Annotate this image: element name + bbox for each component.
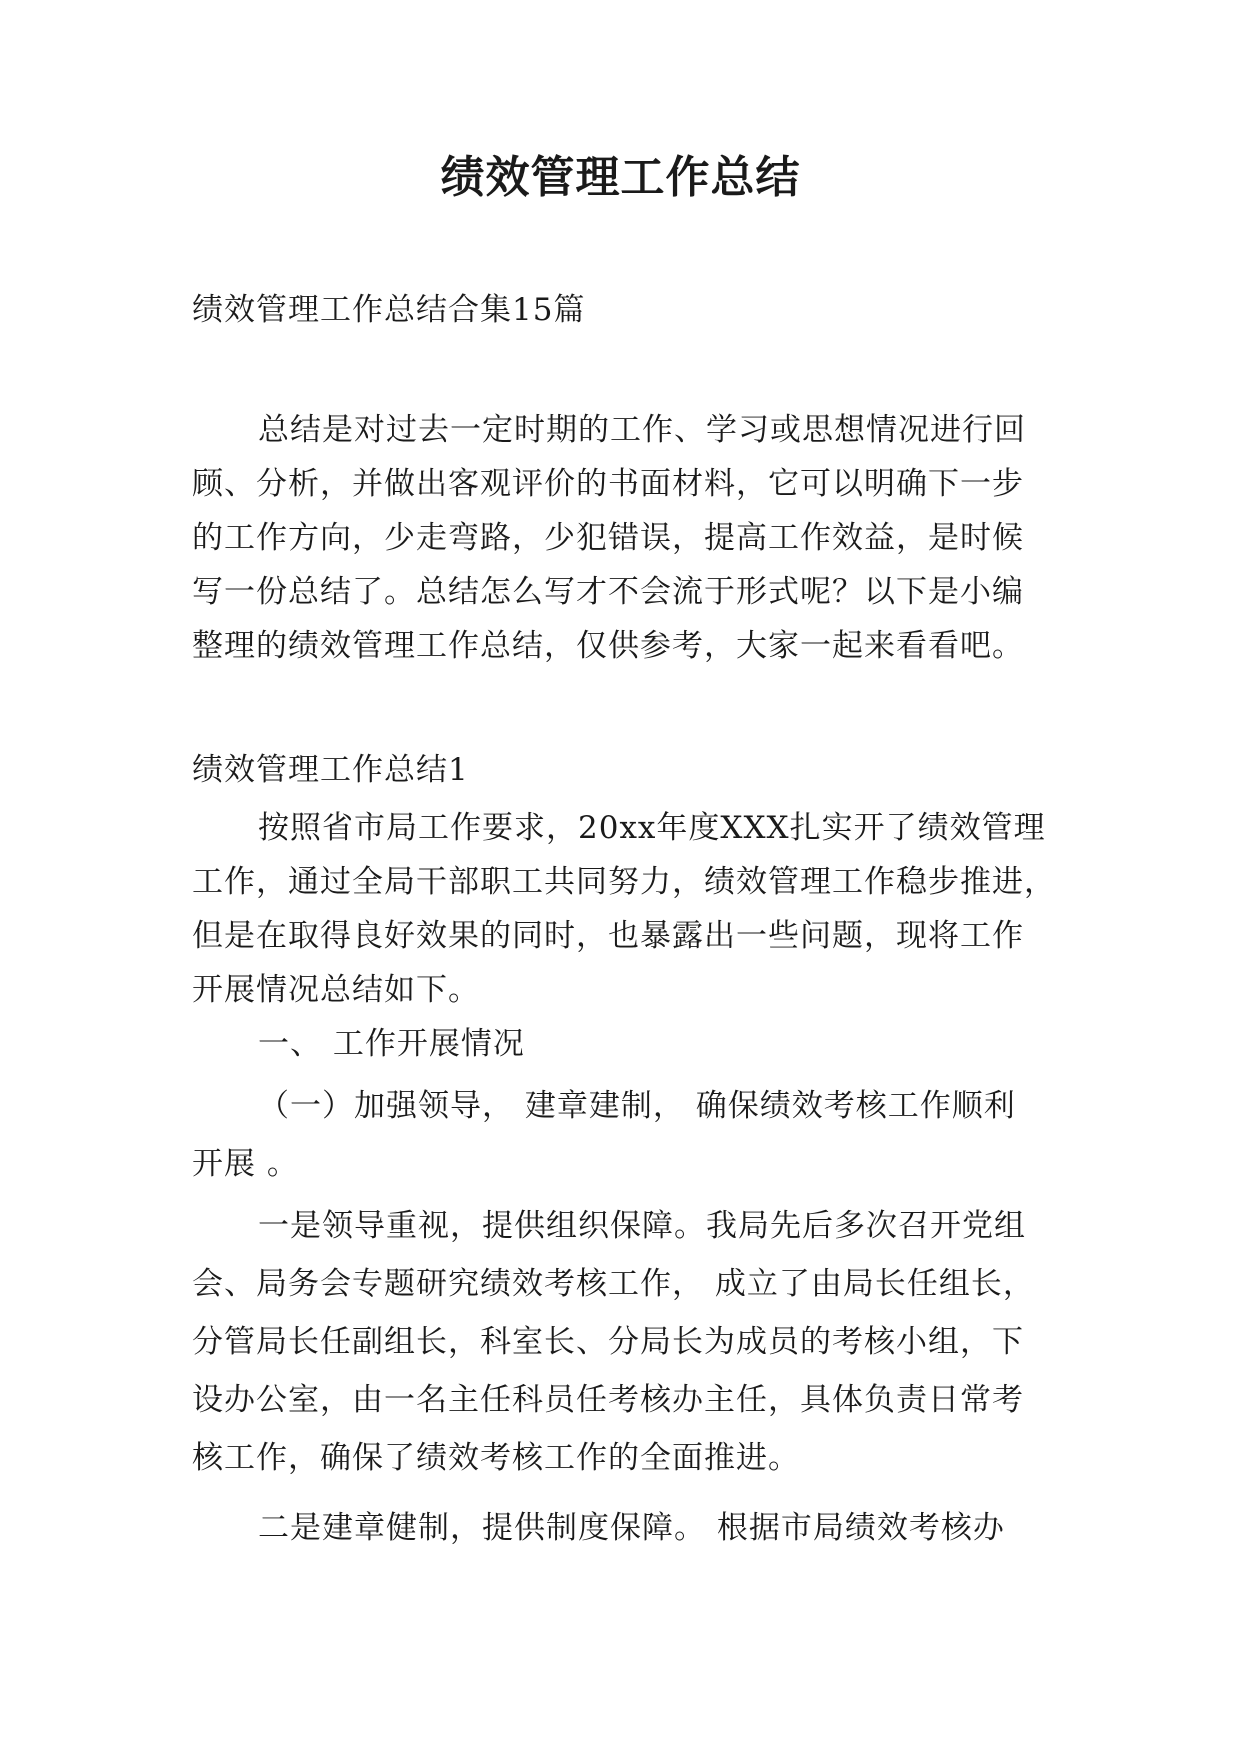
body-line: 但是在取得良好效果的同时，也暴露出一些问题，现将工作: [192, 918, 1024, 954]
body-line: 会、局务会专题研究绩效考核工作， 成立了由局长任组长，: [192, 1266, 1035, 1302]
body-line: 二是建章健制，提供制度保障。 根据市局绩效考核办: [258, 1510, 1005, 1546]
intro-line: 总结是对过去一定时期的工作、学习或思想情况进行回: [258, 412, 1026, 448]
body-line: 开展情况总结如下。: [192, 972, 480, 1008]
body-line: 一是领导重视，提供组织保障。我局先后多次召开党组: [258, 1208, 1026, 1244]
body-line: 工作，通过全局干部职工共同努力，绩效管理工作稳步推进，: [192, 864, 1056, 900]
document-title: 绩效管理工作总结: [440, 152, 801, 203]
intro-line: 顾、分析，并做出客观评价的书面材料，它可以明确下一步: [192, 466, 1024, 502]
body-line: 一、 工作开展情况: [258, 1026, 525, 1062]
body-line: （一）加强领导， 建章建制， 确保绩效考核工作顺利: [258, 1088, 1016, 1124]
body-line: 核工作，确保了绩效考核工作的全面推进。: [192, 1440, 800, 1476]
body-line: 设办公室，由一名主任科员任考核办主任，具体负责日常考: [192, 1382, 1024, 1418]
intro-line: 写一份总结了。总结怎么写才不会流于形式呢？以下是小编: [192, 574, 1024, 610]
body-line: 按照省市局工作要求，20xx年度XXX扎实开了绩效管理: [258, 810, 1046, 846]
section-heading: 绩效管理工作总结1: [192, 752, 469, 788]
intro-line: 整理的绩效管理工作总结，仅供参考，大家一起来看看吧。: [192, 628, 1024, 664]
body-line: 分管局长任副组长，科室长、分局长为成员的考核小组，下: [192, 1324, 1024, 1360]
intro-line: 的工作方向，少走弯路，少犯错误，提高工作效益，是时候: [192, 520, 1024, 556]
document-subtitle: 绩效管理工作总结合集15篇: [192, 292, 586, 328]
body-line: 开展 。: [192, 1146, 299, 1182]
